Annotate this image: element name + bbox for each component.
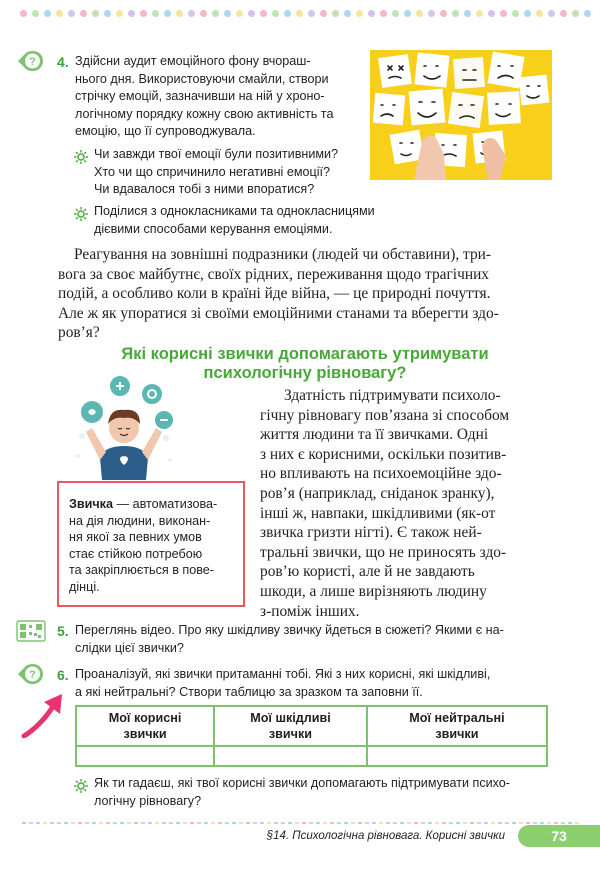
footer-dash bbox=[393, 822, 397, 824]
border-dot bbox=[584, 10, 591, 17]
footer-dash bbox=[365, 822, 369, 824]
footer-dash bbox=[267, 822, 271, 824]
footer-dash bbox=[470, 822, 474, 824]
footer-dash bbox=[281, 822, 285, 824]
task-5-line: слідки цієї звички? bbox=[75, 640, 184, 655]
paragraph-line: вога за своє майбутнє, своїх рідних, переживання щодо трагічних bbox=[58, 265, 489, 283]
emoji-cards-photo bbox=[370, 50, 552, 180]
paragraph-line: ров’я? bbox=[58, 324, 100, 342]
border-dot bbox=[560, 10, 567, 17]
table-header-row bbox=[76, 706, 547, 746]
border-dot bbox=[452, 10, 459, 17]
intro-paragraph bbox=[58, 245, 556, 343]
footer-dash bbox=[99, 822, 103, 824]
footer-dash bbox=[386, 822, 390, 824]
footer-dash bbox=[246, 822, 250, 824]
border-dot bbox=[92, 10, 99, 17]
pink-arrow-icon bbox=[20, 690, 70, 738]
footer-title: §14. Психологічна рівновага. Корисні звички bbox=[266, 830, 505, 842]
definition-line: стає стійкою потребою bbox=[69, 546, 203, 561]
footer-dash bbox=[106, 822, 110, 824]
bullet-line: Поділися з однокласниками та однокласницями bbox=[94, 204, 375, 218]
footer-dash bbox=[295, 822, 299, 824]
paragraph-line: Але ж як упоратися зі своїми емоційними станами та вберегти здо- bbox=[58, 304, 499, 322]
question-talk-icon bbox=[16, 50, 44, 72]
definition-term: Звичка bbox=[69, 497, 113, 511]
footer-dash bbox=[218, 822, 222, 824]
task-4-line: логічному порядку кожну свою активність та bbox=[75, 106, 334, 121]
footer-dash bbox=[568, 822, 572, 824]
footer-dash bbox=[435, 822, 439, 824]
border-dot bbox=[428, 10, 435, 17]
footer-dash bbox=[414, 822, 418, 824]
footer-dash bbox=[197, 822, 201, 824]
border-dot bbox=[416, 10, 423, 17]
footer-dash bbox=[421, 822, 425, 824]
border-dot bbox=[356, 10, 363, 17]
task-4-line: емоцію, що її супроводжувала. bbox=[75, 124, 256, 138]
footer-dash bbox=[204, 822, 208, 824]
border-dot bbox=[284, 10, 291, 17]
paragraph-line: з-поміж інших. bbox=[260, 602, 360, 620]
footer-dash bbox=[344, 822, 348, 824]
bullet-line: Чи завжди твої емоції були позитивними? bbox=[94, 147, 339, 161]
footer-dash bbox=[330, 822, 334, 824]
footer-dash bbox=[547, 822, 551, 824]
footer-dash bbox=[400, 822, 404, 824]
bullet-line: Як ти гадаєш, які твої корисні звички допомагають підтримувати психо- bbox=[94, 776, 511, 790]
bullet-line: Чи вдавалося тобі з ними впоратися? bbox=[94, 182, 315, 196]
paragraph-line: ров’я (наприклад, сніданок зранку), bbox=[260, 484, 495, 502]
border-dot bbox=[476, 10, 483, 17]
footer-dash bbox=[512, 822, 516, 824]
table-header-useful: Мої корисні звички bbox=[76, 706, 214, 746]
definition-line: ня якої за певних умов bbox=[69, 530, 202, 544]
border-dot bbox=[152, 10, 159, 17]
border-dot bbox=[68, 10, 75, 17]
task-6-text bbox=[75, 666, 565, 701]
footer-dash bbox=[505, 822, 509, 824]
footer-dash bbox=[127, 822, 131, 824]
paragraph-line: Реагування на зовнішні подразники (людей чи обставини), три- bbox=[74, 246, 492, 263]
footer-dash bbox=[113, 822, 117, 824]
top-dots-border bbox=[20, 10, 595, 18]
border-dot bbox=[128, 10, 135, 17]
task-4-line: нього дня. Використовуючи смайли, створи bbox=[75, 71, 329, 86]
video-qr-icon bbox=[16, 620, 46, 642]
svg-text:?: ? bbox=[29, 56, 36, 68]
definition-line: на дія людини, виконан- bbox=[69, 513, 211, 528]
task-4-line: Здійсни аудит емоційного фону вчораш- bbox=[75, 54, 311, 68]
footer-dash bbox=[554, 822, 558, 824]
footer-dash bbox=[323, 822, 327, 824]
border-dot bbox=[20, 10, 27, 17]
paragraph-line: подій, а особливо коли в країні йде війна, — це природні почуття. bbox=[58, 285, 491, 303]
task-4-line: стрічку емоцій, зазначивши на ній у хроно- bbox=[75, 89, 325, 103]
footer-dash bbox=[22, 822, 26, 824]
footer-dash bbox=[561, 822, 565, 824]
footer-dash bbox=[526, 822, 530, 824]
footer-dashed-line bbox=[22, 822, 597, 824]
footer-dash bbox=[141, 822, 145, 824]
paragraph-line: Здатність підтримувати психоло- bbox=[284, 387, 501, 404]
border-dot bbox=[296, 10, 303, 17]
border-dot bbox=[224, 10, 231, 17]
paragraph-line: інші ж, навпаки, шкідливими (як-от bbox=[260, 504, 496, 522]
footer-dash bbox=[274, 822, 278, 824]
footer-dash bbox=[134, 822, 138, 824]
footer-dash bbox=[78, 822, 82, 824]
habits-paragraph bbox=[260, 386, 556, 621]
footer-dash bbox=[449, 822, 453, 824]
footer-dash bbox=[428, 822, 432, 824]
footer-dash bbox=[519, 822, 523, 824]
footer-dash bbox=[155, 822, 159, 824]
border-dot bbox=[200, 10, 207, 17]
border-dot bbox=[320, 10, 327, 17]
paragraph-line: з них є корисними, оскільки позитив- bbox=[260, 445, 507, 463]
table-row bbox=[76, 746, 547, 766]
border-dot bbox=[524, 10, 531, 17]
footer-dash bbox=[162, 822, 166, 824]
border-dot bbox=[464, 10, 471, 17]
task-4-number: 4. bbox=[57, 54, 69, 70]
table-header-harmful: Мої шкідливі звички bbox=[214, 706, 367, 746]
footer-dash bbox=[316, 822, 320, 824]
task-6-number: 6. bbox=[57, 667, 69, 683]
footer-dash bbox=[211, 822, 215, 824]
footer-dash bbox=[407, 822, 411, 824]
footer-dash bbox=[36, 822, 40, 824]
footer-dash bbox=[302, 822, 306, 824]
footer-dash bbox=[533, 822, 537, 824]
border-dot bbox=[56, 10, 63, 17]
border-dot bbox=[272, 10, 279, 17]
footer-dash bbox=[309, 822, 313, 824]
footer-dash bbox=[456, 822, 460, 824]
footer-dash bbox=[120, 822, 124, 824]
border-dot bbox=[488, 10, 495, 17]
definition-first-line: — автоматизова- bbox=[113, 497, 218, 511]
footer-dash bbox=[71, 822, 75, 824]
definition-line: та закріплюється в пове- bbox=[69, 563, 214, 577]
footer-dash bbox=[372, 822, 376, 824]
task-5-line: Переглянь відео. Про яку шкідливу звичку йдеться в сюжеті? Якими є на- bbox=[75, 623, 504, 637]
border-dot bbox=[536, 10, 543, 17]
footer-dash bbox=[575, 822, 579, 824]
footer-dash bbox=[260, 822, 264, 824]
task-4-bullet-2 bbox=[94, 203, 434, 238]
table-cell bbox=[76, 746, 214, 766]
paragraph-line: шкоди, а лише вирізняють людину bbox=[260, 582, 487, 600]
task-5-text bbox=[75, 622, 565, 657]
table-cell bbox=[367, 746, 547, 766]
task-6-bullet bbox=[94, 775, 564, 810]
footer-dash bbox=[232, 822, 236, 824]
sun-bullet-icon bbox=[74, 779, 88, 793]
bullet-line: Хто чи що спричинило негативні емоції? bbox=[94, 164, 331, 179]
footer-dash bbox=[239, 822, 243, 824]
footer-dash bbox=[288, 822, 292, 824]
border-dot bbox=[248, 10, 255, 17]
border-dot bbox=[236, 10, 243, 17]
svg-text:?: ? bbox=[29, 669, 36, 681]
footer-dash bbox=[484, 822, 488, 824]
border-dot bbox=[188, 10, 195, 17]
border-dot bbox=[116, 10, 123, 17]
paragraph-line: но впливають на психоемоційне здо- bbox=[260, 465, 502, 483]
task-5-number: 5. bbox=[57, 623, 69, 639]
border-dot bbox=[572, 10, 579, 17]
footer-dash bbox=[64, 822, 68, 824]
border-dot bbox=[392, 10, 399, 17]
heading-line: психологічну рівновагу? bbox=[203, 364, 407, 382]
border-dot bbox=[512, 10, 519, 17]
task-4-bullet-1 bbox=[94, 146, 394, 199]
paragraph-line: життя людини та її звичками. Одні bbox=[260, 426, 489, 444]
border-dot bbox=[308, 10, 315, 17]
footer-dash bbox=[477, 822, 481, 824]
footer-dash bbox=[148, 822, 152, 824]
boy-healthy-habits-illustration bbox=[70, 376, 178, 480]
border-dot bbox=[548, 10, 555, 17]
border-dot bbox=[80, 10, 87, 17]
paragraph-line: гічну рівновагу пов’язана зі способом bbox=[260, 406, 510, 424]
footer-dash bbox=[29, 822, 33, 824]
footer-dash bbox=[183, 822, 187, 824]
footer-dash bbox=[176, 822, 180, 824]
footer-dash bbox=[225, 822, 229, 824]
bullet-line: дієвими способами керування емоціями. bbox=[94, 221, 333, 236]
question-talk-icon bbox=[16, 663, 44, 685]
border-dot bbox=[332, 10, 339, 17]
border-dot bbox=[140, 10, 147, 17]
footer-dash bbox=[169, 822, 173, 824]
footer-dash bbox=[190, 822, 194, 824]
footer-dash bbox=[540, 822, 544, 824]
task-6-line: Проаналізуй, які звички притаманні тобі. Які з них корисні, які шкідливі, bbox=[75, 667, 491, 681]
table-header-neutral: Мої нейтральні звички bbox=[367, 706, 547, 746]
footer-dash bbox=[50, 822, 54, 824]
border-dot bbox=[104, 10, 111, 17]
border-dot bbox=[32, 10, 39, 17]
task-6-line: а які нейтральні? Створи таблицю за зразком та заповни її. bbox=[75, 684, 423, 699]
footer-dash bbox=[379, 822, 383, 824]
footer-dash bbox=[351, 822, 355, 824]
definition-line: дінці. bbox=[69, 579, 100, 594]
paragraph-line: звичка гризти нігті). Є також ней- bbox=[260, 524, 482, 542]
task-4-text bbox=[75, 53, 365, 141]
table-cell bbox=[214, 746, 367, 766]
footer-dash bbox=[253, 822, 257, 824]
border-dot bbox=[404, 10, 411, 17]
habits-table bbox=[75, 705, 548, 767]
footer-dash bbox=[337, 822, 341, 824]
footer-dash bbox=[463, 822, 467, 824]
border-dot bbox=[44, 10, 51, 17]
border-dot bbox=[380, 10, 387, 17]
footer-dash bbox=[85, 822, 89, 824]
footer-dash bbox=[57, 822, 61, 824]
sun-bullet-icon bbox=[74, 150, 88, 164]
border-dot bbox=[176, 10, 183, 17]
border-dot bbox=[368, 10, 375, 17]
footer-dash bbox=[498, 822, 502, 824]
footer-dash bbox=[43, 822, 47, 824]
border-dot bbox=[260, 10, 267, 17]
border-dot bbox=[212, 10, 219, 17]
bullet-line: логічну рівновагу? bbox=[94, 793, 202, 808]
paragraph-line: ров’ю користі, але й не завдають bbox=[260, 563, 475, 581]
footer-dash bbox=[442, 822, 446, 824]
border-dot bbox=[500, 10, 507, 17]
footer-dash bbox=[491, 822, 495, 824]
page-number: 73 bbox=[518, 825, 600, 847]
paragraph-line: тральні звички, що не приносять здо- bbox=[260, 543, 507, 561]
definition-box bbox=[57, 481, 245, 607]
footer-dash bbox=[92, 822, 96, 824]
border-dot bbox=[164, 10, 171, 17]
footer-dash bbox=[358, 822, 362, 824]
border-dot bbox=[440, 10, 447, 17]
sun-bullet-icon bbox=[74, 207, 88, 221]
border-dot bbox=[344, 10, 351, 17]
heading-line: Які корисні звички допомагають утримувати bbox=[121, 345, 489, 363]
